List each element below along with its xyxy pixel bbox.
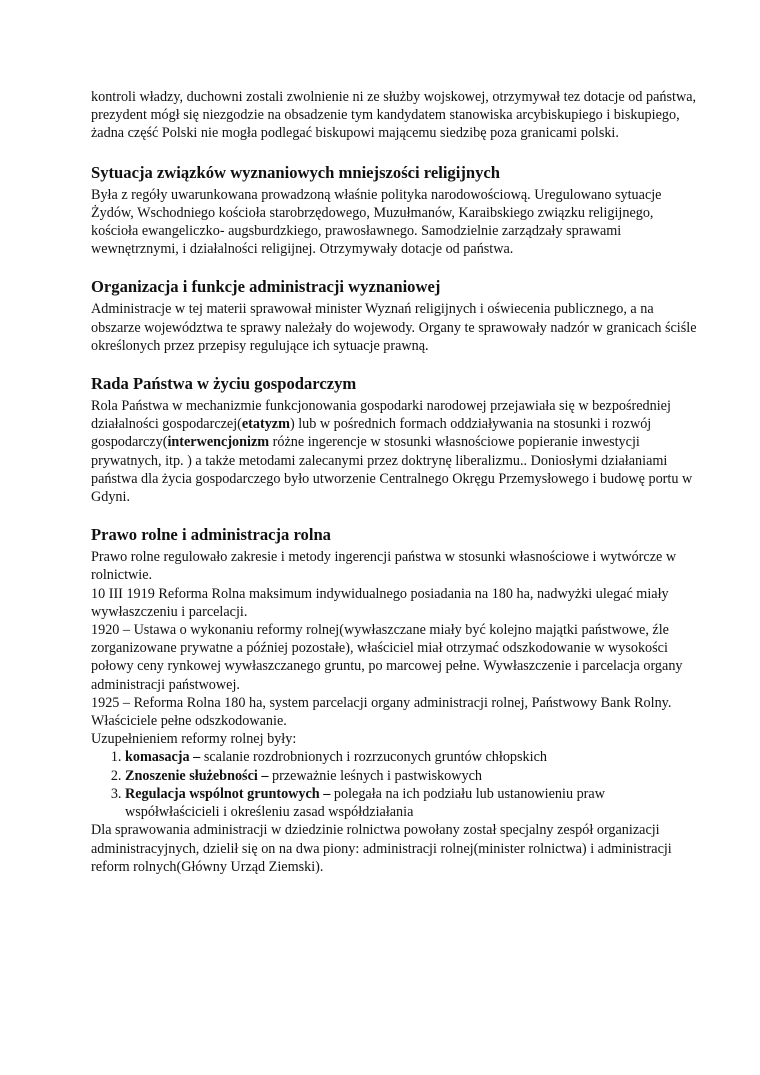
- section-agrarian-law: [91, 525, 700, 876]
- paragraph: 1925 – Reforma Rolna 180 ha, system parcelacji organy administracji rolnej, Państwowy Bank Rolny. Właściciele pełne odszkodowanie.: [91, 694, 672, 730]
- paragraph: Prawo rolne regulowało zakresie i metody ingerencji państwa w stosunki własnościowe i wytwórcze w rolnictwie.: [91, 549, 677, 584]
- section-minority-religions: [91, 163, 700, 259]
- body-text: ) lub w pośrednich formach oddziaływania na stosunki i rozwój gospodarczy(: [91, 416, 652, 451]
- intro-paragraph: kontroli władzy, duchowni zostali zwolnienie ni ze służby wojskowej, otrzymywał tez dotacje od państwa, prezydent mógł się niezgodzie na obsadzenie tym kandydatem stanowiska arcybiskupiego i biskupiego, żadna część Polski nie mogła podlegać biskupowi mającemu siedzibę poza granicami polski.: [91, 89, 697, 142]
- list-item: [125, 767, 700, 785]
- section-heading: Organizacja i funkcje administracji wyznaniowej: [91, 277, 441, 297]
- section-heading: Prawo rolne i administracja rolna: [91, 525, 331, 545]
- body-text: różne ingerencje w stosunki własnościowe popieranie inwestycji prywatnych, itp. ) a także metodami zalecanymi przez doktrynę liberalizmu.. Doniosłymi działaniami państwa dla życia gospodarczego było utworzenie Centralnego Okręgu Przemysłowego i budowę portu w Gdyni.: [91, 434, 693, 506]
- section-state-economy: [91, 374, 700, 506]
- list-item-term: Regulacja wspólnot gruntowych –: [125, 785, 331, 802]
- list-item-text: scalanie rozdrobnionych i rozrzuconych gruntów chłopskich: [200, 749, 547, 766]
- list-item-text: polegała na ich podziału lub ustanowieniu praw współwłaścicieli i określeniu zasad współdziałania: [125, 785, 605, 821]
- list-item: [125, 785, 700, 821]
- body-text: Rola Państwa w mechanizmie funkcjonowania gospodarki narodowej przejawiała się w bezpośredniej działalności gospodarczej(: [91, 398, 671, 433]
- list-item: [125, 748, 700, 766]
- list-intro: Uzupełnieniem reformy rolnej były:: [91, 731, 297, 748]
- list-item-term: komasacja –: [125, 749, 201, 766]
- list-item-term: Znoszenie służebności –: [125, 767, 269, 784]
- term-interwencjonizm: interwencjonizm: [167, 434, 270, 451]
- closing-paragraph: Dla sprawowania administracji w dziedzinie rolnictwa powołany został specjalny zespół organizacji administracyjnych, dzielił się on na dwa piony: administracji rolnej(minister rolnictwa) i administracji reform rolnych(Główny Urząd Ziemski).: [91, 822, 672, 875]
- reform-list: [91, 748, 700, 821]
- section-body: Była z regóły uwarunkowana prowadzoną właśnie polityka narodowościową. Uregulowano sytuacje Żydów, Wschodniego kościoła starobrzędowego, Muzułmanów, Karaibskiego związku religijnego, kościoła ewangeliczko- augsburdzkiego, prawosławnego. Samodzielnie zarządzały sprawami wewnętrznymi, i działalności religijnej. Otrzymywały dotacje od państwa.: [91, 186, 662, 258]
- section-body: Administracje w tej materii sprawował minister Wyznań religijnych i oświecenia publicznego, a na obszarze województwa te sprawy należały do wojewody. Organy te sprawowały nadzór w granicach ściśle określonych przez przepisy regulujące ich sytuacje prawną.: [91, 301, 697, 354]
- section-heading: Sytuacja związków wyznaniowych mniejszości religijnych: [91, 162, 500, 182]
- section-religious-administration: [91, 277, 700, 355]
- section-heading: Rada Państwa w życiu gospodarczym: [91, 374, 357, 394]
- paragraph: 10 III 1919 Reforma Rolna maksimum indywidualnego posiadania na 180 ha, nadwyżki ulegać miały wywłaszczeniu i parcelacji.: [91, 585, 669, 620]
- paragraph: 1920 – Ustawa o wykonaniu reformy rolnej(wywłaszczane miały być kolejno majątki państwowe, źle zorganizowane prywatne a później pozostałe), właściciel miał otrzymać odszkodowanie w wysokości połowy ceny rynkowej wywłaszczanego gruntu, po marcowej pełne. Wywłaszczenie i parcelacja organy administracji państwowej.: [91, 622, 683, 693]
- term-etatyzm: etatyzm: [241, 416, 290, 433]
- section-body: [91, 397, 700, 506]
- list-item-text: przeważnie leśnych i pastwiskowych: [268, 767, 483, 784]
